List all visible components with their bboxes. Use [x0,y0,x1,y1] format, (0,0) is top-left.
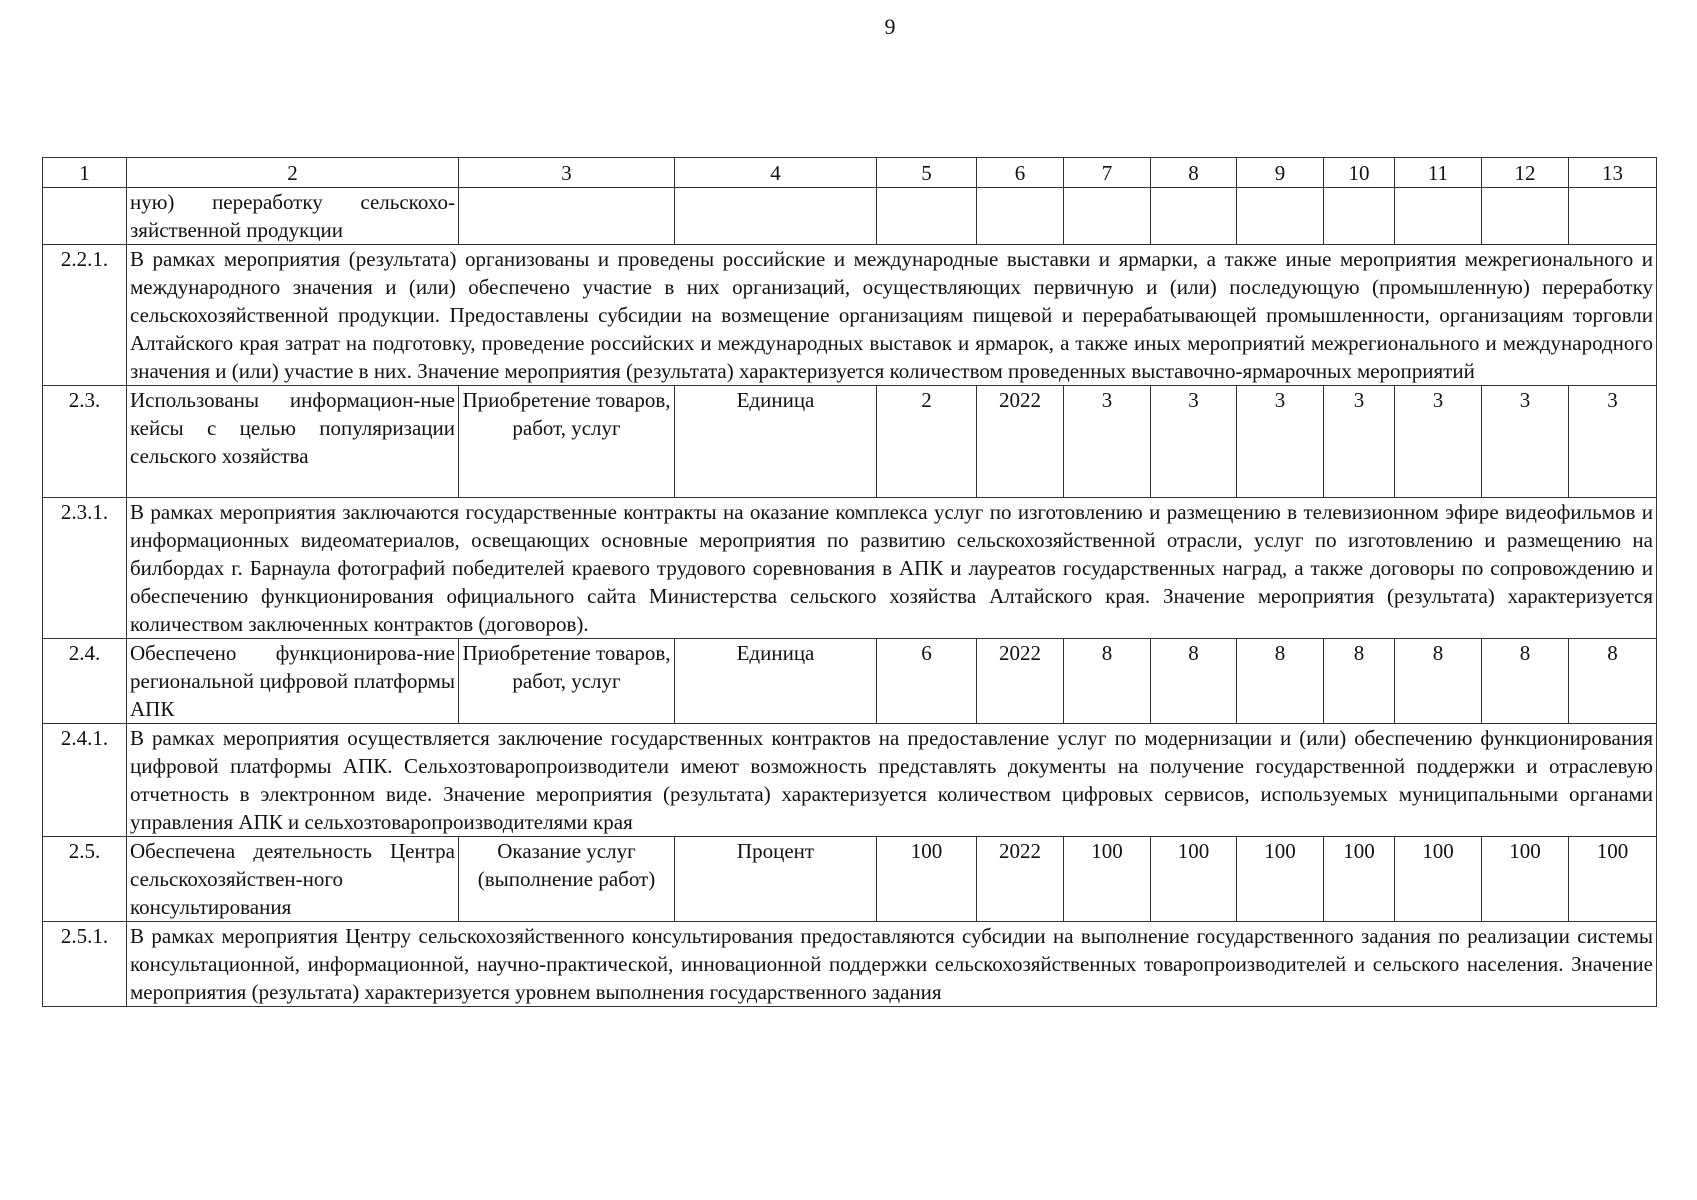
measure-type: Приобретение товаров, работ, услуг [459,639,675,724]
measure-name: Обеспечена деятельность Центра сельскохозяйствен-ного консультирования [127,837,459,922]
empty-cell [459,188,675,245]
measures-table [42,157,1657,1007]
year-value: 8 [1482,639,1569,724]
description-row [43,245,1657,386]
measure-type: Оказание услуг (выполнение работ) [459,837,675,922]
header-row [43,158,1657,188]
base-year: 2022 [977,386,1064,498]
base-value: 100 [877,837,977,922]
empty-cell [1395,188,1482,245]
header-cell: 7 [1064,158,1151,188]
empty-cell [1237,188,1324,245]
empty-cell [877,188,977,245]
empty-cell [1482,188,1569,245]
header-cell: 6 [977,158,1064,188]
empty-cell [1151,188,1237,245]
row-description: В рамках мероприятия осуществляется заключение государственных контрактов на предоставление услуг по модернизации и (или) обеспечению функционирования цифровой платформы АПК. Сельхозтоваропроизводители имеют возможность представлять документы на получение государственной поддержки и отраслевую отчетность в электронном виде. Значение мероприятия (результата) характеризуется количеством цифровых сервисов, используемых муниципальными органами управления АПК и сельхозтоваропроизводителями края [127,724,1657,837]
row-number: 2.5. [43,837,127,922]
year-value: 3 [1395,386,1482,498]
header-cell: 13 [1569,158,1657,188]
year-value: 8 [1151,639,1237,724]
header-cell: 10 [1324,158,1395,188]
measure-row [43,639,1657,724]
row-number: 2.3.1. [43,498,127,639]
header-cell: 3 [459,158,675,188]
description-row [43,498,1657,639]
year-value: 100 [1395,837,1482,922]
row-description: В рамках мероприятия Центру сельскохозяйственного консультирования предоставляются субсидии на выполнение государственного задания по реализации системы консультационной, информационной, научно-практической, инновационной поддержки сельскохозяйственных товаропроизводителей и сельского населения. Значение мероприятия (результата) характеризуется уровнем выполнения государственного задания [127,922,1657,1007]
header-cell: 8 [1151,158,1237,188]
continuation-name: ную) переработку сельскохо-зяйственной продукции [127,188,459,245]
base-year: 2022 [977,837,1064,922]
base-value: 2 [877,386,977,498]
empty-cell [43,188,127,245]
row-number: 2.3. [43,386,127,498]
year-value: 3 [1324,386,1395,498]
year-value: 8 [1237,639,1324,724]
measure-unit: Процент [675,837,877,922]
header-cell: 11 [1395,158,1482,188]
row-number: 2.2.1. [43,245,127,386]
measure-row [43,386,1657,498]
header-cell: 2 [127,158,459,188]
empty-cell [1064,188,1151,245]
year-value: 3 [1237,386,1324,498]
row-number: 2.4. [43,639,127,724]
year-value: 3 [1482,386,1569,498]
header-cell: 9 [1237,158,1324,188]
row-description: В рамках мероприятия заключаются государственные контракты на оказание комплекса услуг по изготовлению и размещению в телевизионном эфире видеофильмов и информационных видеоматериалов, освещающих основные мероприятия по развитию сельскохозяйственной отрасли, услуг по изготовлению и размещению на билбордах г. Барнаула фотографий победителей краевого трудового соревнования в АПК и лауреатов государственных наград, а также договоры по сопровождению и обеспечению функционирования официального сайта Министерства сельского хозяйства Алтайского края. Значение мероприятия (результата) характеризуется количеством заключенных контрактов (договоров). [127,498,1657,639]
description-row [43,922,1657,1007]
continuation-row [43,188,1657,245]
description-row [43,724,1657,837]
year-value: 3 [1151,386,1237,498]
empty-cell [977,188,1064,245]
row-number: 2.5.1. [43,922,127,1007]
year-value: 100 [1569,837,1657,922]
year-value: 100 [1324,837,1395,922]
year-value: 8 [1395,639,1482,724]
year-value: 100 [1151,837,1237,922]
measure-type: Приобретение товаров, работ, услуг [459,386,675,498]
measure-name: Использованы информацион-ные кейсы с целью популяризации сельского хозяйства [127,386,459,498]
page-number: 9 [884,14,896,39]
row-description: В рамках мероприятия (результата) организованы и проведены российские и международные выставки и ярмарки, а также иные мероприятия межрегионального и международного значения и (или) обеспечено участие в них организаций, осуществляющих первичную и (или) последующую (промышленную) переработку сельскохозяйственной продукции. Предоставлены субсидии на возмещение организациям пищевой и перерабатывающей промышленности, организациям торговли Алтайского края затрат на подготовку, проведение российских и международных выставок и ярмарок, а также иных мероприятий межрегионального и международного значения и (или) участие в них. Значение мероприятия (результата) характеризуется количеством проведенных выставочно-ярмарочных мероприятий [127,245,1657,386]
year-value: 8 [1064,639,1151,724]
measure-unit: Единица [675,639,877,724]
year-value: 100 [1237,837,1324,922]
empty-cell [1324,188,1395,245]
measure-unit: Единица [675,386,877,498]
empty-cell [675,188,877,245]
year-value: 100 [1482,837,1569,922]
row-number: 2.4.1. [43,724,127,837]
year-value: 3 [1569,386,1657,498]
empty-cell [1569,188,1657,245]
year-value: 100 [1064,837,1151,922]
year-value: 3 [1064,386,1151,498]
header-cell: 5 [877,158,977,188]
measure-row [43,837,1657,922]
base-year: 2022 [977,639,1064,724]
header-cell: 1 [43,158,127,188]
year-value: 8 [1569,639,1657,724]
base-value: 6 [877,639,977,724]
measure-name: Обеспечено функционирова-ние региональной цифровой платформы АПК [127,639,459,724]
year-value: 8 [1324,639,1395,724]
header-cell: 4 [675,158,877,188]
header-cell: 12 [1482,158,1569,188]
